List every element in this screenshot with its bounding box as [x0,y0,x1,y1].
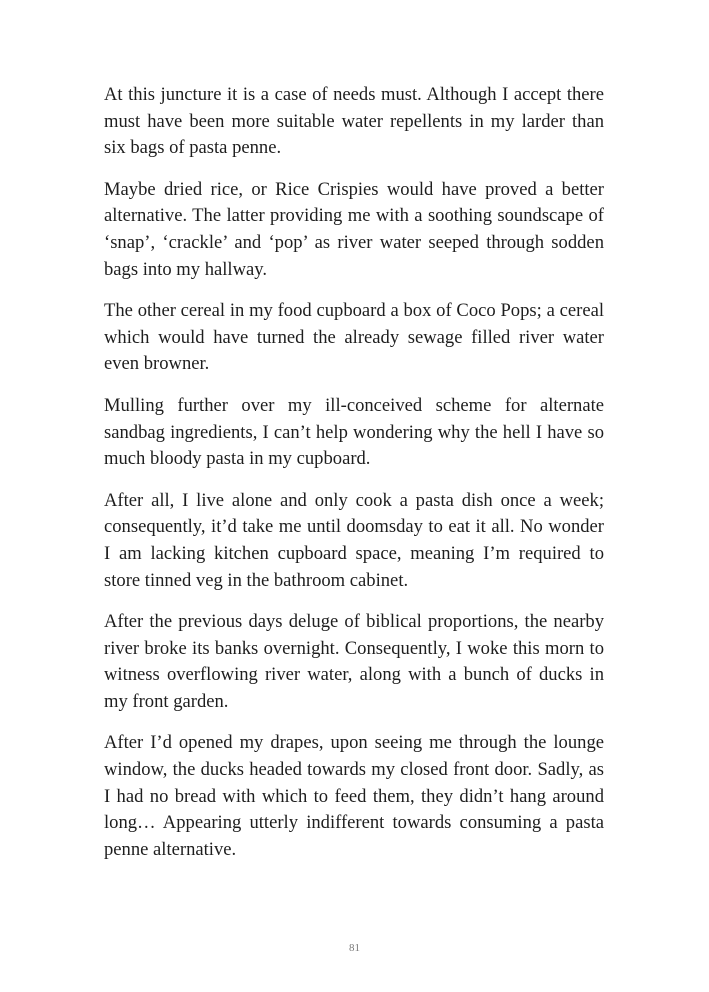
paragraph-2: Maybe dried rice, or Rice Crispies would have proved a better alternative. The latter providing me with a soothing soundscape of ‘snap’, ‘crackle’ and ‘pop’ as river water seeped through sodden bags into my hallway. [104,178,604,280]
body-text [104,82,604,878]
paragraph-5: After all, I live alone and only cook a pasta dish once a week; consequently, it’d take me until doomsday to eat it all. No wonder I am lacking kitchen cupboard space, meaning I’m required to store tinned veg in the bathroom cabinet. [104,489,604,591]
paragraph-7: After I’d opened my drapes, upon seeing me through the lounge window, the ducks headed towards my closed front door. Sadly, as I had no bread with which to feed them, they didn’t hang around long… Appearing utterly indifferent towards consuming a pasta penne alternative. [104,732,604,860]
paragraph-1: At this juncture it is a case of needs must. Although I accept there must have been more suitable water repellents in my larder than six bags of pasta penne. [104,84,604,159]
paragraph-4: Mulling further over my ill-conceived scheme for alternate sandbag ingredients, I can’t help wondering why the hell I have so much bloody pasta in my cupboard. [104,394,604,470]
paragraph-3: The other cereal in my food cupboard a box of Coco Pops; a cereal which would have turned the already sewage filled river water even browner. [104,300,604,375]
page-number: 81 [349,942,360,954]
paragraph-6: After the previous days deluge of biblical proportions, the nearby river broke its banks overnight. Consequently, I woke this morn to witness overflowing river water, along with a bunch of ducks in my front garden. [104,611,604,712]
